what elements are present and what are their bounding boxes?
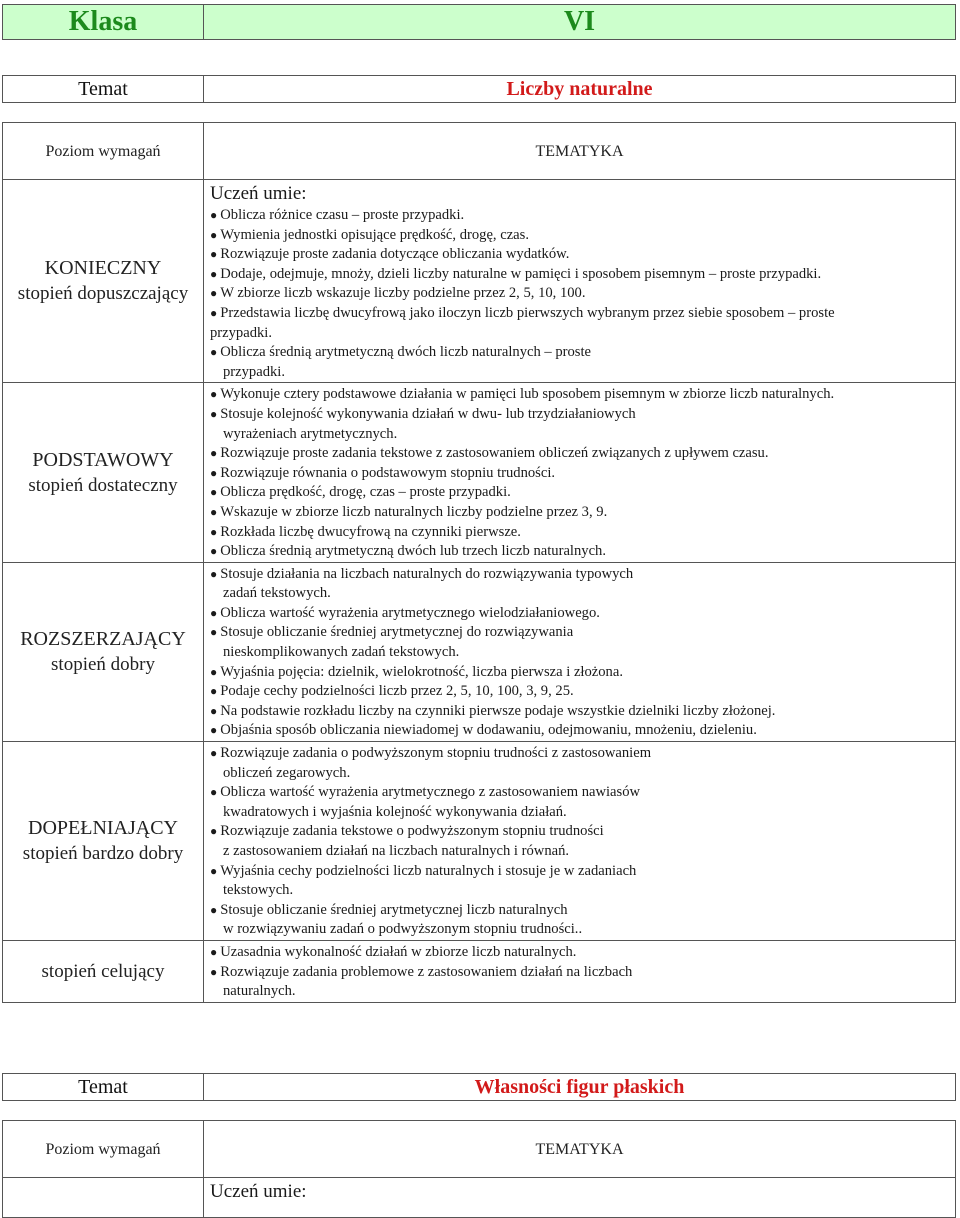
requirement-text: Rozwiązuje zadania problemowe z zastosowaniem działań na liczbach	[220, 963, 633, 980]
bullet-icon: ●	[210, 406, 218, 421]
requirement-item	[210, 682, 955, 702]
requirement-item	[210, 444, 955, 464]
class-value: VI	[204, 5, 956, 40]
requirement-text: Podaje cechy podzielności liczb przez 2, 5, 10, 100, 3, 9, 25.	[220, 683, 574, 700]
requirement-text: obliczeń zegarowych.	[223, 764, 351, 781]
level-name: ROZSZERZAJĄCY	[20, 627, 186, 650]
level-cell	[3, 940, 204, 1002]
level-grade: stopień dobry	[51, 653, 155, 675]
bullet-icon: ●	[210, 944, 218, 959]
bullet-icon: ●	[210, 566, 218, 581]
topic-label: Temat	[3, 1074, 204, 1101]
requirement-item	[210, 901, 955, 940]
level-name: KONIECZNY	[44, 257, 162, 280]
requirement-item	[210, 963, 955, 1002]
student-label: Uczeń umie:	[210, 1181, 307, 1202]
requirement-text: Stosuje obliczanie średniej arytmetycznej liczb naturalnych	[220, 901, 568, 918]
content-cell	[204, 742, 956, 941]
level-name: DOPEŁNIAJĄCY	[28, 817, 178, 839]
requirement-item	[210, 226, 955, 246]
requirement-text: zadań tekstowych.	[223, 585, 331, 602]
bullet-icon: ●	[210, 664, 218, 679]
requirement-text: W zbiorze liczb wskazuje liczby podzielne przez 2, 5, 10, 100.	[220, 285, 586, 302]
requirement-text: Rozwiązuje proste zadania dotyczące obliczania wydatków.	[220, 246, 570, 263]
requirement-text: wyrażeniach arytmetycznych.	[223, 425, 398, 442]
requirement-text: tekstowych.	[223, 882, 294, 899]
requirement-item	[210, 565, 955, 604]
requirement-text: Stosuje obliczanie średniej arytmetycznej do rozwiązywania	[220, 624, 574, 641]
bullet-icon: ●	[210, 286, 218, 301]
requirement-text: przypadki.	[210, 324, 273, 341]
bullet-icon: ●	[210, 208, 218, 222]
content-column-header: TEMATYKA	[204, 123, 956, 180]
bullet-icon: ●	[210, 625, 218, 640]
requirement-item	[210, 304, 955, 343]
requirement-text: Na podstawie rozkładu liczby na czynniki pierwsze podaje wszystkie dzielniki liczby złożonej.	[220, 702, 776, 719]
requirement-text: Rozwiązuje zadania tekstowe o podwyższonym stopniu trudności	[220, 823, 604, 840]
requirement-text: Oblicza wartość wyrażenia arytmetycznego z zastosowaniem nawiasów	[220, 784, 641, 801]
requirement-item	[210, 245, 955, 265]
requirement-text: Oblicza różnice czasu – proste przypadki.	[220, 207, 465, 223]
requirement-item	[210, 265, 955, 285]
requirements-table-1	[2, 122, 956, 1003]
level-cell	[3, 180, 204, 383]
content-column-header: TEMATYKA	[204, 1121, 956, 1178]
requirement-item	[210, 702, 955, 722]
requirement-text: naturalnych.	[223, 983, 296, 1000]
content-cell	[204, 383, 956, 562]
topic-label: Temat	[3, 76, 204, 103]
content-cell	[204, 940, 956, 1002]
level-cell	[3, 742, 204, 941]
requirement-text: Rozwiązuje zadania o podwyższonym stopniu trudności z zastosowaniem	[220, 745, 652, 762]
requirement-text: kwadratowych i wyjaśnia kolejność wykonywania działań.	[223, 803, 567, 820]
level-column-header: Poziom wymagań	[3, 123, 204, 180]
requirement-item	[210, 822, 955, 861]
requirement-item	[210, 783, 955, 822]
level-grade: stopień dopuszczający	[17, 283, 189, 305]
topic-title: Własności figur płaskich	[204, 1074, 956, 1101]
class-header-table	[2, 4, 956, 40]
requirement-text: Wymienia jednostki opisujące prędkość, drogę, czas.	[220, 226, 529, 243]
bullet-icon: ●	[210, 544, 218, 559]
bullet-icon: ●	[210, 605, 218, 620]
topic-table-2	[2, 1073, 956, 1101]
requirement-item	[210, 523, 955, 543]
level-name: PODSTAWOWY	[32, 448, 174, 471]
requirement-text: Wyjaśnia cechy podzielności liczb naturalnych i stosuje je w zadaniach	[220, 862, 637, 879]
bullet-icon: ●	[210, 785, 218, 800]
requirement-text: Stosuje działania na liczbach naturalnych do rozwiązywania typowych	[220, 565, 634, 582]
requirement-text: Przedstawia liczbę dwucyfrową jako iloczyn liczb pierwszych wybranym przez siebie sposobem – proste	[220, 304, 835, 321]
requirement-text: Rozwiązuje równania o podstawowym stopniu trudności.	[220, 464, 556, 481]
level-grade: stopień celujący	[41, 960, 165, 982]
bullet-icon: ●	[210, 227, 218, 242]
bullet-icon: ●	[210, 824, 218, 839]
requirements-table-2	[2, 1120, 956, 1218]
requirement-text: przypadki.	[223, 363, 286, 380]
bullet-icon: ●	[210, 524, 218, 539]
topic-title: Liczby naturalne	[204, 76, 956, 103]
content-cell	[204, 1178, 956, 1218]
bullet-icon: ●	[210, 266, 218, 281]
bullet-icon: ●	[210, 504, 218, 519]
bullet-icon: ●	[210, 863, 218, 878]
requirement-text: Rozkłada liczbę dwucyfrową na czynniki pierwsze.	[220, 523, 521, 540]
requirement-item	[210, 542, 955, 562]
requirement-text: Dodaje, odejmuje, mnoży, dzieli liczby naturalne w pamięci i sposobem pisemnym – proste przypadki.	[220, 265, 822, 282]
level-cell	[3, 1178, 204, 1218]
bullet-icon: ●	[210, 345, 218, 360]
requirement-text: Oblicza średnią arytmetyczną dwóch liczb naturalnych – proste	[220, 344, 592, 361]
requirement-item	[210, 385, 955, 405]
requirement-text: Oblicza średnią arytmetyczną dwóch lub trzech liczb naturalnych.	[220, 543, 607, 560]
requirement-text: Wskazuje w zbiorze liczb naturalnych liczby podzielne przez 3, 9.	[220, 503, 608, 520]
topic-table-1	[2, 75, 956, 103]
bullet-icon: ●	[210, 465, 218, 480]
requirement-item	[210, 284, 955, 304]
bullet-icon: ●	[210, 703, 218, 718]
requirement-item	[210, 503, 955, 523]
requirement-text: nieskomplikowanych zadań tekstowych.	[223, 644, 460, 661]
content-cell	[204, 562, 956, 741]
requirement-item	[210, 604, 955, 624]
level-grade: stopień bardzo dobry	[22, 843, 184, 864]
bullet-icon: ●	[210, 446, 218, 461]
bullet-icon: ●	[210, 387, 218, 402]
student-label: Uczeń umie:	[210, 183, 307, 204]
bullet-icon: ●	[210, 723, 218, 738]
requirement-item	[210, 623, 955, 662]
requirement-item	[210, 343, 955, 382]
bullet-icon: ●	[210, 305, 218, 320]
level-cell	[3, 562, 204, 741]
requirement-item	[210, 483, 955, 503]
requirement-item	[210, 405, 955, 444]
bullet-icon: ●	[210, 684, 218, 699]
requirement-text: z zastosowaniem działań na liczbach naturalnych i równań.	[223, 843, 570, 859]
level-cell	[3, 383, 204, 562]
requirement-text: Wyjaśnia pojęcia: dzielnik, wielokrotność, liczba pierwsza i złożona.	[220, 663, 623, 680]
content-cell	[204, 180, 956, 383]
requirement-item	[210, 206, 955, 226]
bullet-icon: ●	[210, 247, 218, 262]
bullet-icon: ●	[210, 964, 218, 979]
requirement-text: w rozwiązywaniu zadań o podwyższonym stopniu trudności..	[223, 921, 583, 938]
requirement-text: Oblicza wartość wyrażenia arytmetycznego wielodziałaniowego.	[220, 604, 600, 621]
requirement-text: Objaśnia sposób obliczania niewiadomej w dodawaniu, odejmowaniu, mnożeniu, dzieleniu.	[220, 722, 757, 739]
bullet-icon: ●	[210, 485, 218, 500]
class-label: Klasa	[3, 5, 204, 40]
requirement-item	[210, 663, 955, 683]
requirement-text: Oblicza prędkość, drogę, czas – proste przypadki.	[220, 484, 511, 501]
requirement-text: Rozwiązuje proste zadania tekstowe z zastosowaniem obliczeń związanych z upływem czasu.	[220, 445, 769, 462]
requirement-item	[210, 943, 955, 963]
requirement-item	[210, 744, 955, 783]
requirement-item	[210, 862, 955, 901]
level-grade: stopień dostateczny	[28, 474, 178, 496]
level-column-header: Poziom wymagań	[3, 1121, 204, 1178]
bullet-icon: ●	[210, 746, 218, 761]
requirement-item	[210, 464, 955, 484]
requirement-text: Wykonuje cztery podstawowe działania w pamięci lub sposobem pisemnym w zbiorze liczb naturalnych.	[220, 386, 835, 403]
bullet-icon: ●	[210, 902, 218, 917]
requirement-item	[210, 721, 955, 741]
requirement-text: Uzasadnia wykonalność działań w zbiorze liczb naturalnych.	[220, 943, 577, 960]
requirement-text: Stosuje kolejność wykonywania działań w dwu- lub trzydziałaniowych	[220, 405, 636, 422]
